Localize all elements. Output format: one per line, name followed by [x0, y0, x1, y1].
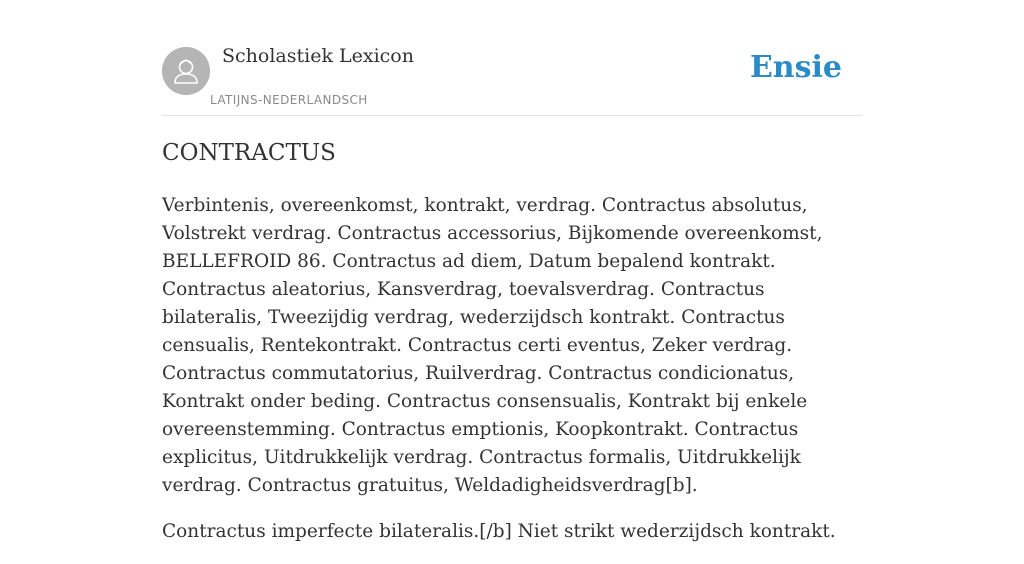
entry-paragraph: Contractus imperfecte bilateralis.[/b] Niet strikt wederzijdsch kontrakt. — [162, 521, 836, 542]
source-subtitle: LATIJNS-NEDERLANDSCH — [210, 93, 368, 107]
entry-title: CONTRACTUS — [162, 140, 336, 166]
user-silhouette-icon[interactable] — [162, 47, 210, 95]
content-container — [162, 0, 862, 542]
entry-paragraph: Verbintenis, overeenkomst, kontrakt, verdrag. Contractus absolutus, Volstrekt verdrag. Contractus accessorius, Bijkomende overeenkomst, BELLEFROID 86. Contractus ad diem, Datum bepalend kontrakt. Contractus aleatorius, Kansverdrag, toevalsverdrag. Contractus bilateralis, Tweezijdig verdrag, wederzijdsch kontrakt. Contractus censualis, Rentekontrakt. Contractus certi eventus, Zeker verdrag. Contractus commutatorius, Ruilverdrag. Contractus condicionatus, Kontrakt onder beding. Contractus consensualis, Kontrakt bij enkele overeenstemming. Contractus emptionis, Koopkontrakt. Contractus explicitus, Uitdrukkelijk verdrag. Contractus formalis, Uitdrukkelijk verdrag. Contractus gratuitus, Weldadigheidsverdrag[b]. — [162, 195, 823, 496]
entry-body — [162, 192, 862, 564]
brand-logo-link[interactable]: Ensie — [749, 50, 842, 85]
source-header — [162, 0, 862, 116]
source-title-link[interactable]: Scholastiek Lexicon — [222, 45, 414, 67]
